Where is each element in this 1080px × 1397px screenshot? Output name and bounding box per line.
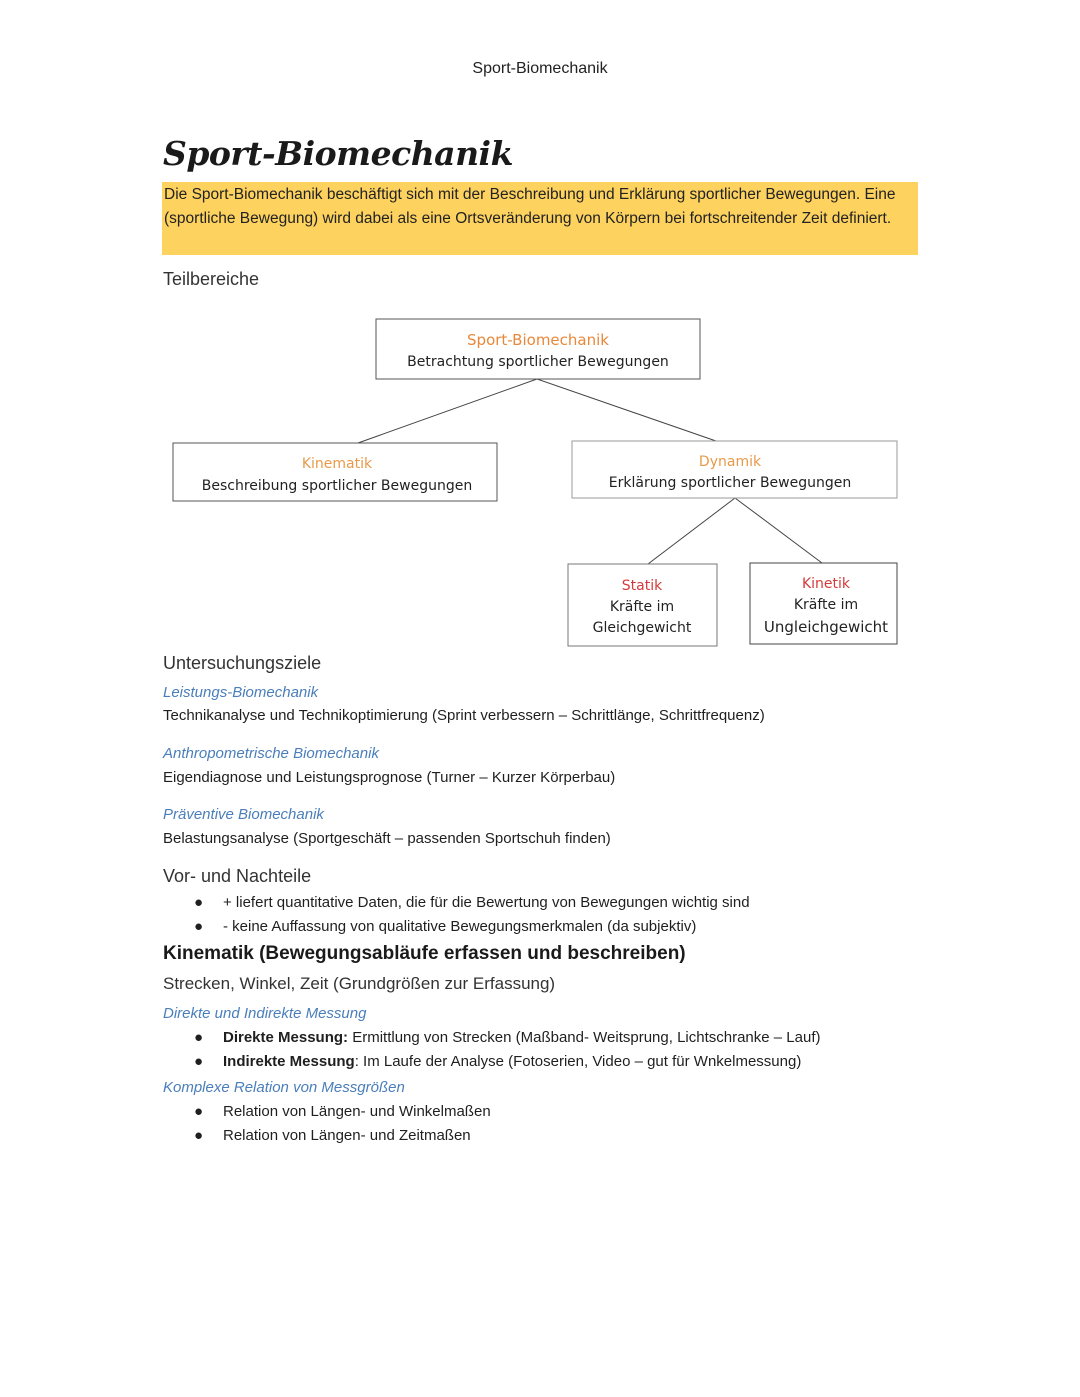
bullet-icon: ● [194, 1103, 204, 1120]
con-item: - keine Auffassung von qualitative Bewegungsmerkmalen (da subjektiv) [223, 918, 697, 935]
statik-line2: Gleichgewicht [592, 620, 692, 636]
dynamik-title: Dynamik [698, 454, 762, 470]
bullet-icon: ● [194, 1029, 204, 1046]
goal-subheading-3: Präventive Biomechanik [163, 806, 324, 823]
dynamik-desc: Erklärung sportlicher Bewegungen [608, 475, 852, 491]
measure-heading: Direkte und Indirekte Messung [163, 1005, 367, 1022]
bullet-icon: ● [194, 918, 204, 935]
pro-item: + liefert quantitative Daten, die für die Bewertung von Bewegungen wichtig sind [223, 894, 750, 911]
untersuchungsziele-heading: Untersuchungsziele [163, 653, 322, 673]
measure-label: Indirekte Messung [223, 1053, 355, 1070]
relation-item: Relation von Längen- und Winkelmaßen [223, 1103, 491, 1120]
statik-title: Statik [621, 578, 663, 594]
root-desc: Betrachtung sportlicher Bewegungen [407, 354, 669, 370]
intro-text: Die Sport-Biomechanik beschäftigt sich mit der Beschreibung und Erklärung sportlicher Bewegungen. Eine (sportliche Bewegung) wird dabei als eine Ortsveränderung von Körpern bei fortschreitender Zeit definiert. [164, 186, 896, 227]
goal-text-3: Belastungsanalyse (Sportgeschäft – passenden Sportschuh finden) [163, 830, 611, 847]
kinematik-title: Kinematik [301, 456, 373, 472]
document-title: Sport-Biomechanik [163, 134, 513, 173]
kinetik-line2: Ungleichgewicht [763, 618, 889, 636]
measure-label: Direkte Messung: [223, 1029, 349, 1046]
relation-heading: Komplexe Relation von Messgrößen [163, 1079, 405, 1096]
teilbereiche-diagram [0, 0, 1080, 660]
relation-item: Relation von Längen- und Zeitmaßen [223, 1127, 471, 1144]
kinematik-subtitle: Strecken, Winkel, Zeit (Grundgrößen zur Erfassung) [163, 974, 556, 993]
bullet-icon: ● [194, 1127, 204, 1144]
statik-line1: Kräfte im [609, 599, 675, 615]
running-header: Sport-Biomechanik [472, 60, 608, 77]
measure-text: Ermittlung von Strecken (Maßband- Weitsprung, Lichtschranke – Lauf) [348, 1029, 821, 1046]
teilbereiche-heading: Teilbereiche [163, 269, 260, 289]
kinematik-desc: Beschreibung sportlicher Bewegungen [201, 478, 473, 494]
kinetik-line1: Kräfte im [793, 597, 859, 613]
measure-text: : Im Laufe der Analyse (Fotoserien, Video – gut für Wnkelmessung) [354, 1053, 802, 1070]
bullet-icon: ● [194, 1053, 204, 1070]
bullet-icon: ● [194, 894, 204, 911]
kinetik-title: Kinetik [801, 576, 851, 592]
measure-item-indirect [223, 1053, 801, 1070]
goal-text-1: Technikanalyse und Technikoptimierung (Sprint verbessern – Schrittlänge, Schrittfrequenz) [163, 707, 765, 724]
goal-subheading-2: Anthropometrische Biomechanik [163, 745, 379, 762]
goal-text-2: Eigendiagnose und Leistungsprognose (Turner – Kurzer Körperbau) [163, 769, 616, 786]
root-title: Sport-Biomechanik [467, 331, 609, 349]
goal-subheading-1: Leistungs-Biomechanik [163, 684, 319, 701]
kinematik-heading: Kinematik (Bewegungsabläufe erfassen und beschreiben) [163, 943, 686, 964]
box-sport-biomechanik [376, 319, 700, 379]
measure-item-direct [223, 1029, 821, 1046]
pros-cons-heading: Vor- und Nachteile [163, 866, 312, 886]
